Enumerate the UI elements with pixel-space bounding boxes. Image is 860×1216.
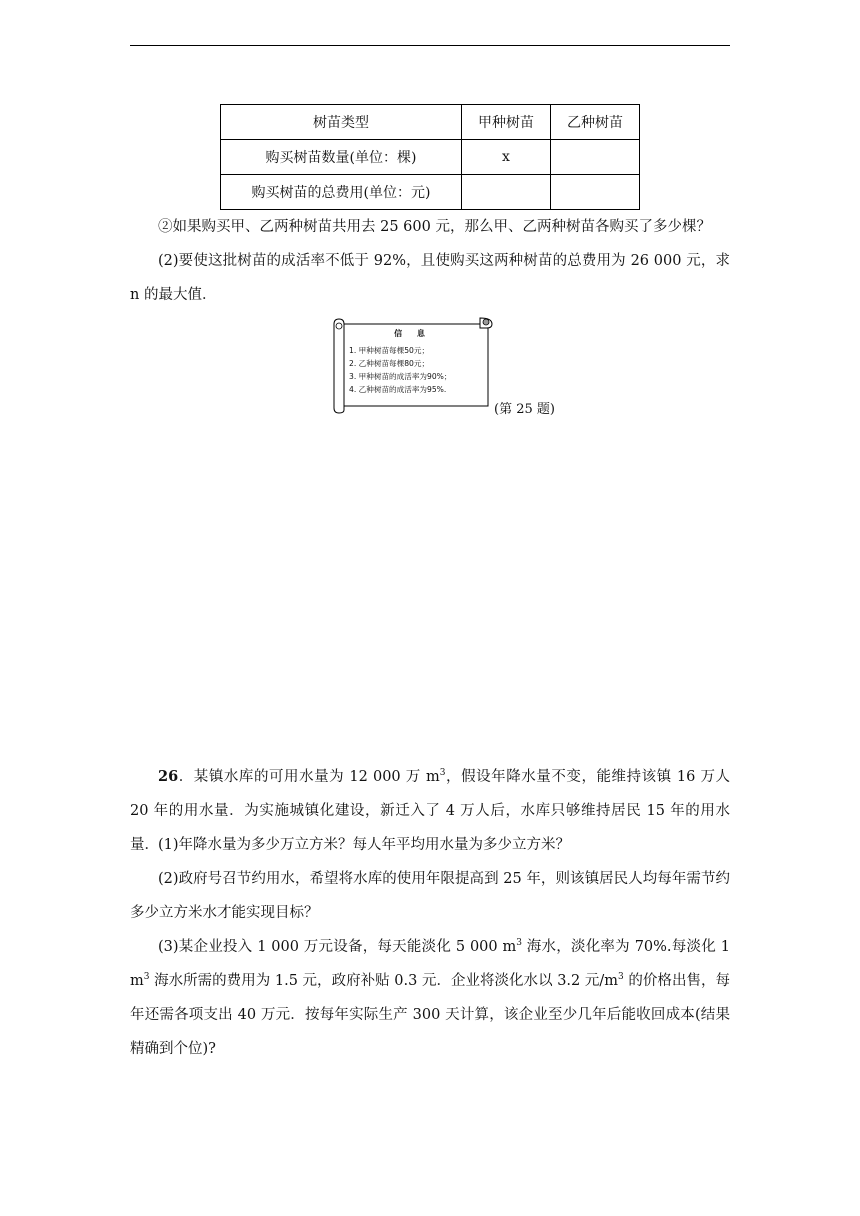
info-line: 1. 甲种树苗每棵50元； [349,346,430,355]
table-cell [462,175,551,210]
superscript: 3 [516,938,522,949]
q25-part2: (2)要使这批树苗的成活率不低于 92%，且使购买这两种树苗的总费用为 26 000 元，求 n 的最大值． [130,253,730,303]
table-cell [551,140,640,175]
info-line: 3. 甲种树苗的成活率为90%； [349,372,452,381]
superscript: 3 [439,768,446,779]
table-cell: 购买树苗数量(单位：棵) [221,140,462,175]
q26-part3 [130,930,730,1066]
info-scroll [330,316,495,414]
q26-stem-text-b: ，假设年降水量不变，能维持该镇 16 万人 20 年的用水量．为实施城镇化建设，新迁入了 4 万人后，水库只够维持居民 15 年的用水量． [130,769,731,853]
q26-part3-text-b: 海水，淡化率为 70%.每淡化 1 m [130,939,731,989]
q26-part3-text-d: 的价格出售，每年还需各项支出 40 万元．按每年实际生产 300 天计算，该企业至少几年后能收回成本(结果精确到个位)? [130,973,730,1057]
seedlings-table [220,104,640,210]
q26-part1: (1)年降水量为多少万立方米？每人年平均用水量为多少立方米？ [158,837,571,853]
table-row [221,175,640,210]
q26-stem-text-a: ．某镇水库的可用水量为 12 000 万 m [178,769,440,785]
q26-part2: (2)政府号召节约用水，希望将水库的使用年限提高到 25 年，则该镇居民人均每年需节约多少立方米水才能实现目标？ [130,871,730,921]
table-header-row [221,105,640,140]
header-rule [130,45,730,46]
info-line: 2. 乙种树苗每棵80元； [349,359,430,368]
q26-part3-text-a: (3)某企业投入 1 000 万元设备，每天能淡化 5 000 m [158,939,517,955]
info-title: 信 息 [394,329,431,338]
q25-part1-2: ②如果购买甲、乙两种树苗共用去 25 600 元，那么甲、乙两种树苗各购买了多少棵？ [158,219,711,235]
info-line: 4. 乙种树苗的成活率为95%. [349,385,447,394]
table-header-cell: 树苗类型 [221,105,462,140]
table-row [221,140,640,175]
superscript: 3 [143,972,150,983]
q26-part3-text-c: 海水所需的费用为 1.5 元，政府补贴 0.3 元．企业将淡化水以 3.2 元/m [149,973,619,989]
table-cell [551,175,640,210]
question-number: 26 [158,768,179,785]
table-cell: x [462,140,551,175]
figure-caption: (第 25 题) [494,402,555,417]
table-cell: 购买树苗的总费用(单位：元) [221,175,462,210]
superscript: 3 [618,972,624,983]
table-header-cell: 甲种树苗 [462,105,551,140]
info-lines [349,344,451,396]
table-header-cell: 乙种树苗 [551,105,640,140]
